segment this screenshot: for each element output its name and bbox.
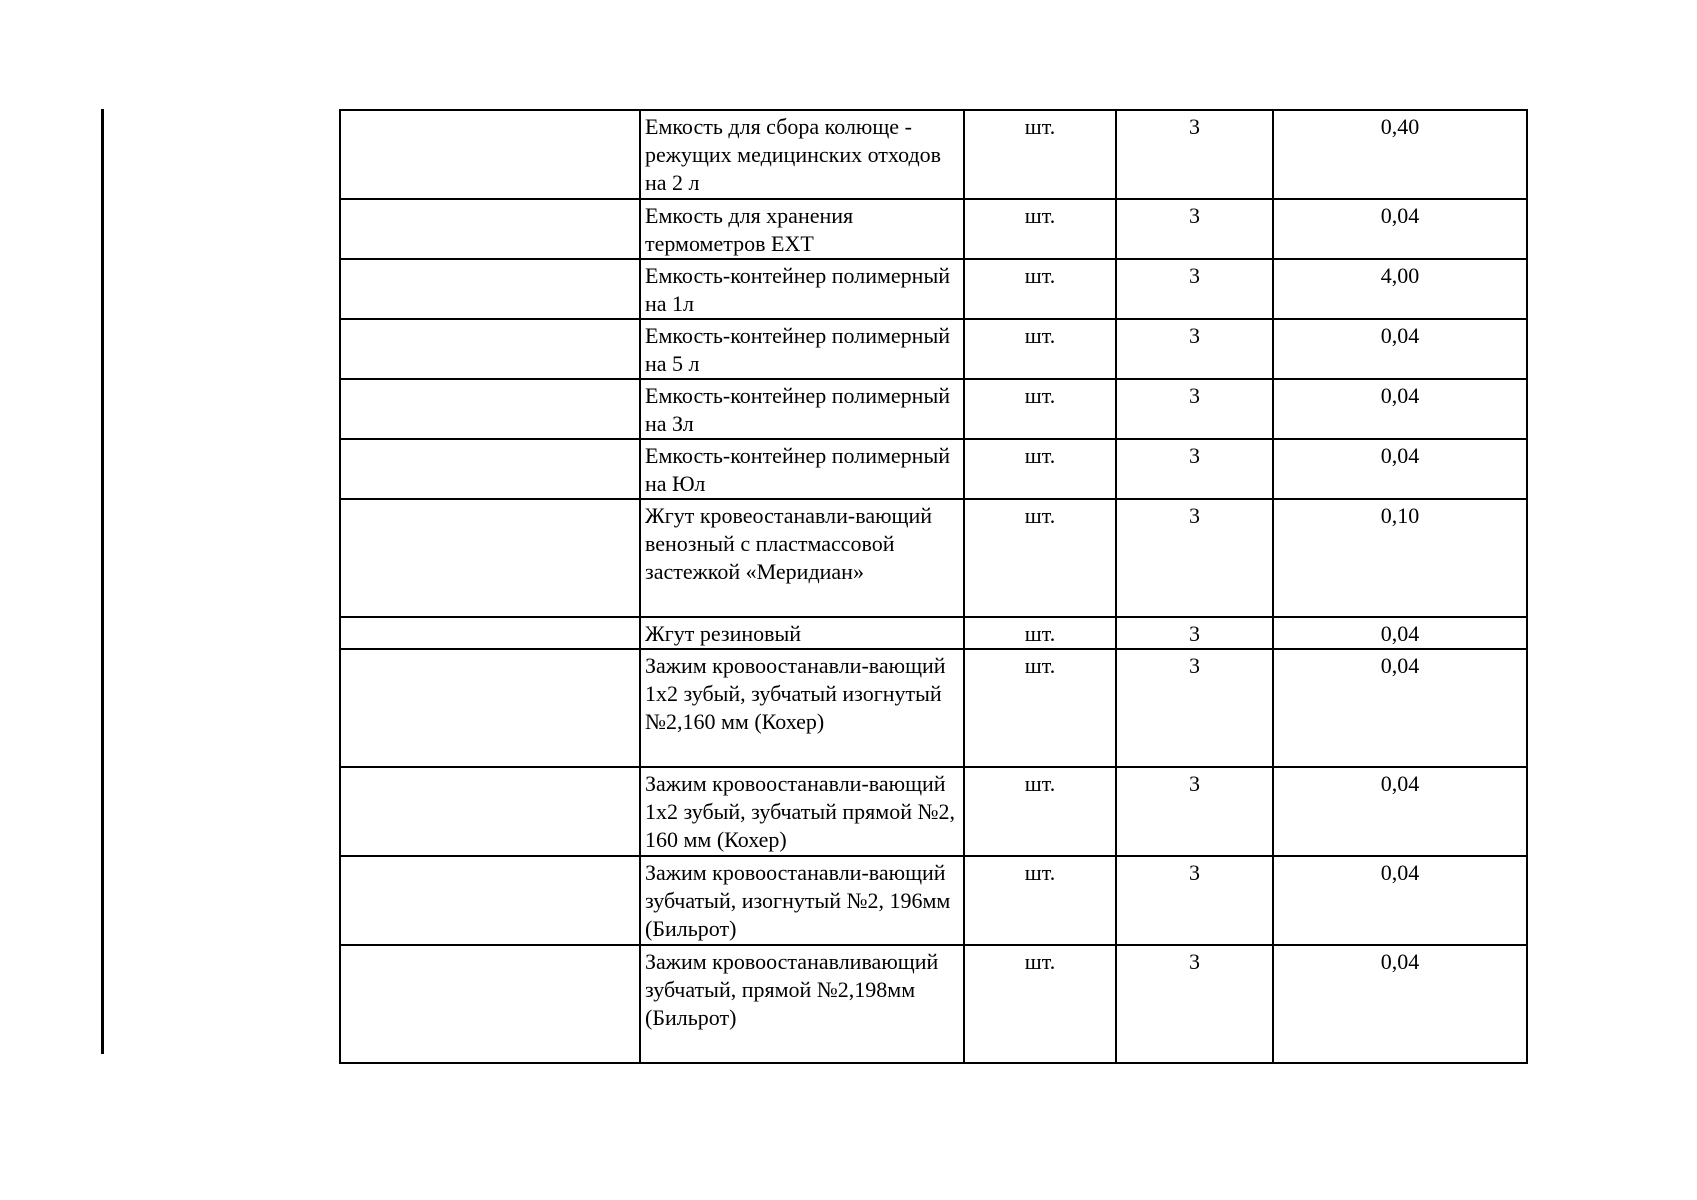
quantity-cell: 3 (1116, 617, 1273, 649)
left-margin-rule (101, 109, 104, 1054)
quantity-cell: 3 (1116, 110, 1273, 199)
quantity-cell: 3 (1116, 199, 1273, 259)
quantity-cell: 3 (1116, 945, 1273, 1063)
norm-cell: 0,04 (1273, 439, 1527, 499)
table-row (340, 945, 1527, 1063)
blank-cell (340, 379, 640, 439)
unit-cell: шт. (964, 499, 1116, 617)
quantity-cell: 3 (1116, 319, 1273, 379)
table-row (340, 110, 1527, 199)
norm-cell: 0,04 (1273, 856, 1527, 945)
quantity-cell: 3 (1116, 499, 1273, 617)
item-name-cell: Емкость для хранения термометров ЕХТ (640, 199, 964, 259)
table-row (340, 259, 1527, 319)
table-row (340, 767, 1527, 856)
table-row (340, 319, 1527, 379)
item-name-cell: Зажим кровоостанавли-вающий зубчатый, изогнутый №2, 196мм (Бильрот) (640, 856, 964, 945)
blank-cell (340, 199, 640, 259)
table-row (340, 199, 1527, 259)
item-name-cell: Емкость-контейнер полимерный на 5 л (640, 319, 964, 379)
table-row (340, 499, 1527, 617)
unit-cell: шт. (964, 379, 1116, 439)
blank-cell (340, 259, 640, 319)
supplies-table (339, 109, 1528, 1064)
quantity-cell: 3 (1116, 856, 1273, 945)
unit-cell: шт. (964, 199, 1116, 259)
norm-cell: 0,04 (1273, 945, 1527, 1063)
item-name-cell: Емкость-контейнер полимерный на Зл (640, 379, 964, 439)
norm-cell: 0,04 (1273, 767, 1527, 856)
item-name-cell: Зажим кровоостанавли-вающий 1х2 зубый, зубчатый прямой №2, 160 мм (Кохер) (640, 767, 964, 856)
item-name-cell: Зажим кровоостанавли-вающий 1х2 зубый, зубчатый изогнутый №2,160 мм (Кохер) (640, 649, 964, 767)
blank-cell (340, 110, 640, 199)
quantity-cell: 3 (1116, 649, 1273, 767)
quantity-cell: 3 (1116, 767, 1273, 856)
unit-cell: шт. (964, 767, 1116, 856)
item-name-cell: Емкость для сбора колюще - режущих медицинских отходов на 2 л (640, 110, 964, 199)
item-name-cell: Жгут резиновый (640, 617, 964, 649)
quantity-cell: 3 (1116, 439, 1273, 499)
supplies-table-body (340, 110, 1527, 1063)
blank-cell (340, 319, 640, 379)
norm-cell: 0,10 (1273, 499, 1527, 617)
table-row (340, 439, 1527, 499)
unit-cell: шт. (964, 259, 1116, 319)
item-name-cell: Жгут кровеостанавли-вающий венозный с пластмассовой застежкой «Меридиан» (640, 499, 964, 617)
unit-cell: шт. (964, 439, 1116, 499)
norm-cell: 0,40 (1273, 110, 1527, 199)
blank-cell (340, 945, 640, 1063)
blank-cell (340, 617, 640, 649)
norm-cell: 0,04 (1273, 649, 1527, 767)
item-name-cell: Емкость-контейнер полимерный на Юл (640, 439, 964, 499)
quantity-cell: 3 (1116, 259, 1273, 319)
norm-cell: 0,04 (1273, 617, 1527, 649)
norm-cell: 0,04 (1273, 319, 1527, 379)
table-row (340, 617, 1527, 649)
blank-cell (340, 439, 640, 499)
norm-cell: 0,04 (1273, 199, 1527, 259)
unit-cell: шт. (964, 110, 1116, 199)
unit-cell: шт. (964, 856, 1116, 945)
blank-cell (340, 499, 640, 617)
unit-cell: шт. (964, 649, 1116, 767)
unit-cell: шт. (964, 617, 1116, 649)
table-row (340, 856, 1527, 945)
quantity-cell: 3 (1116, 379, 1273, 439)
norm-cell: 0,04 (1273, 379, 1527, 439)
blank-cell (340, 767, 640, 856)
table-row (340, 649, 1527, 767)
blank-cell (340, 649, 640, 767)
norm-cell: 4,00 (1273, 259, 1527, 319)
item-name-cell: Емкость-контейнер полимерный на 1л (640, 259, 964, 319)
table-row (340, 379, 1527, 439)
blank-cell (340, 856, 640, 945)
item-name-cell: Зажим кровоостанавливающий зубчатый, прямой №2,198мм (Бильрот) (640, 945, 964, 1063)
unit-cell: шт. (964, 945, 1116, 1063)
unit-cell: шт. (964, 319, 1116, 379)
